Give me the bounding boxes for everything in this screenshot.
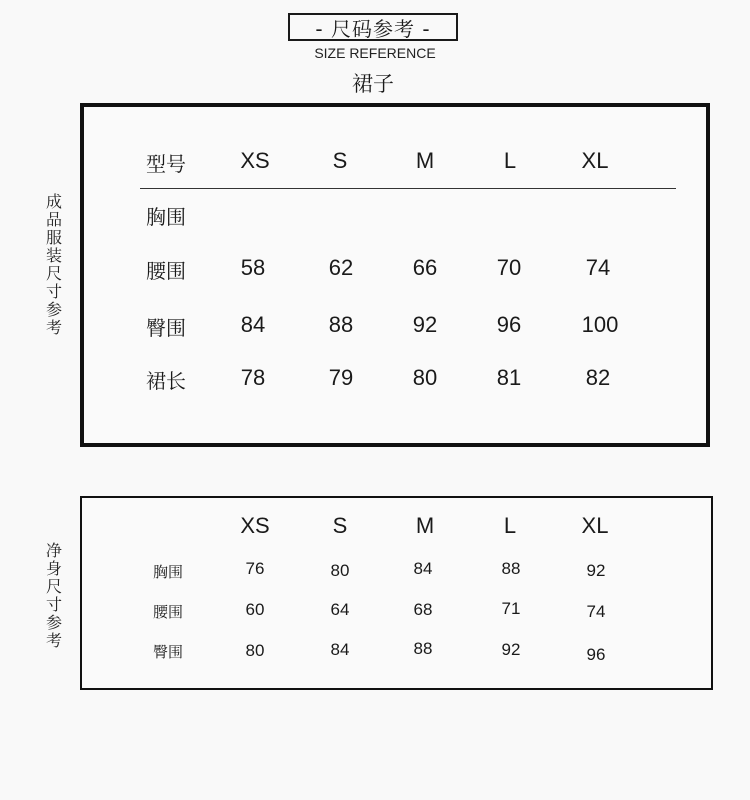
- hip-xl: 100: [581, 312, 619, 337]
- garment-category: 裙子: [352, 72, 394, 96]
- waist-xl: 74: [585, 255, 611, 280]
- hip-xs: 84: [240, 312, 266, 337]
- body-row-label-chest: 胸围: [153, 563, 184, 581]
- length-xs: 78: [240, 365, 266, 390]
- page-title: - 尺码参考 -: [288, 13, 458, 41]
- page-subtitle: SIZE REFERENCE: [314, 45, 436, 61]
- size-header-s: S: [332, 148, 348, 173]
- body-size-header-m: M: [415, 513, 435, 538]
- body-size-table: [80, 496, 713, 690]
- body-hip-xl: 96: [586, 645, 606, 664]
- hip-s: 88: [328, 312, 354, 337]
- body-row-label-hip: 臀围: [153, 643, 184, 661]
- body-size-header-s: S: [332, 513, 348, 538]
- waist-m: 66: [412, 255, 438, 280]
- length-xl: 82: [585, 365, 611, 390]
- body-size-header-xl: XL: [581, 513, 609, 538]
- waist-xs: 58: [240, 255, 266, 280]
- row-label-hip: 臀围: [146, 316, 186, 340]
- row-label-waist: 腰围: [146, 259, 186, 283]
- size-header-xs: XS: [240, 148, 270, 173]
- garment-size-table: [80, 103, 710, 447]
- length-s: 79: [328, 365, 354, 390]
- body-waist-xl: 74: [586, 602, 606, 621]
- body-hip-xs: 80: [245, 641, 265, 660]
- header-divider: [140, 188, 676, 189]
- size-header-l: L: [503, 148, 517, 173]
- body-waist-l: 71: [501, 599, 521, 618]
- row-label-length: 裙长: [146, 369, 186, 393]
- body-chest-xs: 76: [245, 559, 265, 578]
- body-hip-l: 92: [501, 640, 521, 659]
- body-side-label: 净身尺寸参考: [45, 541, 62, 650]
- body-size-header-l: L: [503, 513, 517, 538]
- waist-s: 62: [328, 255, 354, 280]
- body-waist-s: 64: [330, 600, 350, 619]
- body-hip-s: 84: [330, 640, 350, 659]
- body-size-header-xs: XS: [240, 513, 270, 538]
- body-waist-m: 68: [413, 600, 433, 619]
- body-chest-xl: 92: [586, 561, 606, 580]
- row-label-chest: 胸围: [146, 205, 186, 229]
- length-m: 80: [412, 365, 438, 390]
- waist-l: 70: [496, 255, 522, 280]
- body-waist-xs: 60: [245, 600, 265, 619]
- header-label: 型号: [146, 152, 186, 176]
- body-row-label-waist: 腰围: [153, 603, 184, 621]
- body-chest-m: 84: [413, 559, 433, 578]
- body-chest-l: 88: [501, 559, 521, 578]
- body-hip-m: 88: [413, 639, 433, 658]
- hip-m: 92: [412, 312, 438, 337]
- garment-side-label: 成品服装尺寸参考: [45, 192, 62, 337]
- size-header-m: M: [415, 148, 435, 173]
- size-header-xl: XL: [581, 148, 609, 173]
- hip-l: 96: [496, 312, 522, 337]
- body-chest-s: 80: [330, 561, 350, 580]
- length-l: 81: [496, 365, 522, 390]
